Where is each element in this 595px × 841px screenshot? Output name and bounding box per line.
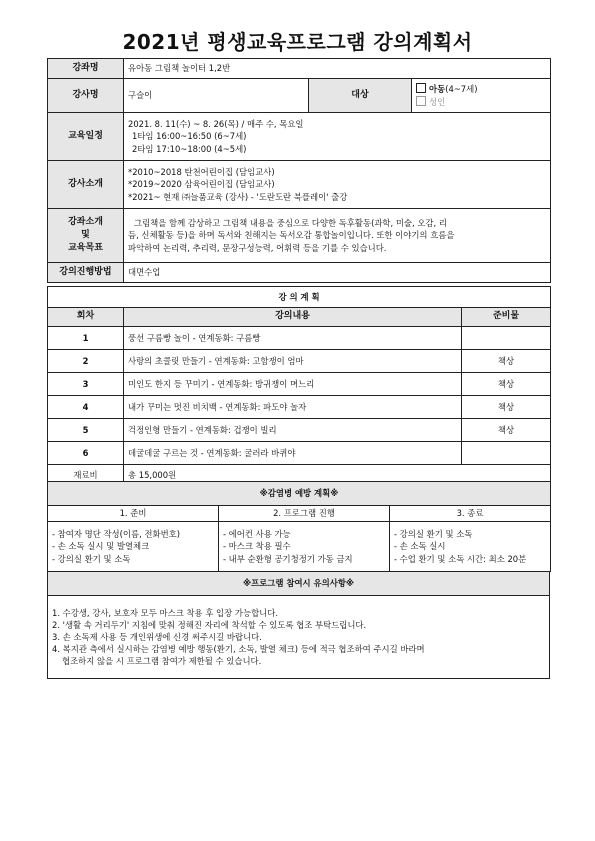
plan-header: 강 의 계 획 [48, 287, 551, 308]
prevention-table [47, 481, 551, 572]
lecture-info-table [47, 58, 551, 283]
notes-header: ※프로그램 참여시 유의사항※ [48, 572, 550, 596]
target-options [412, 79, 551, 113]
note-item: 4. 복지관 측에서 실시하는 감염병 예방 행동(환기, 소독, 발열 체크) 등에 적극 협조하여 주시길 바라며 [52, 644, 425, 655]
lecture-plan-table [47, 286, 551, 487]
table-row: 1 풍선 구름빵 놀이 - 연계동화: 구름빵 [48, 327, 551, 350]
notes-list [48, 596, 550, 679]
col-prep: 준비물 [462, 308, 551, 327]
goal-text [124, 209, 551, 263]
method-label: 강의진행방법 [48, 263, 124, 283]
table-row: 4 내가 꾸미는 멋진 비치백 - 연계동화: 파도야 놀자 책상 [48, 396, 551, 419]
schedule-line: 1타임 16:00~16:50 (6~7세) [132, 131, 247, 142]
schedule-line: 2타임 17:10~18:00 (4~5세) [132, 143, 247, 154]
note-item: 3. 손 소독제 사용 등 개인위생에 신경 써주시길 바랍니다. [52, 631, 262, 642]
col-round: 회차 [48, 308, 124, 327]
table-row: 6 데굴데굴 구르는 것 - 연계동화: 굴러라 바퀴야 [48, 442, 551, 465]
instructor-intro-label: 강사소개 [48, 161, 124, 209]
schedule-label: 교육일정 [48, 113, 124, 161]
prevention-col-items: - 에어컨 사용 가능 - 마스크 착용 필수 - 내부 순환형 공기청정기 가동 금지 [219, 522, 390, 572]
schedule-line: 2021. 8. 11(수) ~ 8. 26(목) / 매주 수, 목요일 [128, 119, 304, 130]
fee-label: 재료비 [48, 465, 124, 487]
page-title: 2021년 평생교육프로그램 강의계획서 [122, 30, 473, 54]
instructor-name: 구슬이 [124, 79, 309, 113]
note-item: 협조하지 않을 시 프로그램 참여가 제한될 수 있습니다. [62, 656, 262, 667]
instructor-label: 강사명 [48, 79, 124, 113]
prevention-col-title: 1. 준비 [48, 506, 219, 522]
target-option-child[interactable]: 아동(4~7세) [416, 83, 546, 95]
method: 대면수업 [124, 263, 551, 283]
intro-line: *2019~2020 삼육어린이집 (담임교사) [128, 179, 275, 190]
goal-line: 그림책을 함께 감상하고 그림책 내용을 중심으로 다양한 독후활동(과학, 미술, 오감, 리 [134, 218, 447, 229]
fee: 총 15,000원 [124, 465, 551, 487]
prevention-col-title: 3. 종료 [390, 506, 551, 522]
checkbox-unchecked-icon[interactable] [416, 96, 426, 106]
table-row: 5 걱정인형 만들기 - 연계동화: 겁쟁이 빌리 책상 [48, 419, 551, 442]
notes-table [47, 571, 550, 679]
instructor-intro [124, 161, 551, 209]
target-label: 대상 [309, 79, 412, 113]
checkbox-checked-icon[interactable] [416, 83, 426, 93]
col-content: 강의내용 [124, 308, 462, 327]
note-item: 1. 수강생, 강사, 보호자 모두 마스크 착용 후 입장 가능합니다. [52, 607, 279, 618]
intro-line: *2010~2018 탄천어린이집 (담임교사) [128, 167, 275, 178]
schedule [124, 113, 551, 161]
intro-line: *2021~ 현재 ㈜늘품교육 (강사) - '도란도란 북플레이' 출강 [128, 191, 348, 202]
lecture-name: 유아동 그림책 놀이터 1,2반 [124, 59, 551, 79]
target-option-adult[interactable]: 성인 [416, 96, 546, 108]
goal-line: 파악하여 논리력, 추리력, 문장구성능력, 어휘력 등을 기를 수 있습니다. [128, 242, 387, 253]
prevention-col-title: 2. 프로그램 진행 [219, 506, 390, 522]
lecture-name-label: 강좌명 [48, 59, 124, 79]
prevention-header: ※감염병 예방 계획※ [48, 482, 551, 506]
note-item: 2. '생활 속 거리두기' 지침에 맞춰 정해진 자리에 착석할 수 있도록 협조 부탁드립니다. [52, 619, 367, 630]
table-row: 3 미인도 한지 등 꾸미기 - 연계동화: 방귀쟁이 며느리 책상 [48, 373, 551, 396]
prevention-col-items: - 참여자 명단 작성(이름, 전화번호) - 손 소독 실시 및 발열체크 - 강의실 환기 및 소독 [48, 522, 219, 572]
prevention-col-items: - 강의실 환기 및 소독 - 손 소독 실시 - 수업 환기 및 소독 시간: 최소 20분 [390, 522, 551, 572]
table-row: 2 사랑의 초콜릿 만들기 - 연계동화: 고함쟁이 엄마 책상 [48, 350, 551, 373]
goal-line: 듬, 신체활동 등)을 하며 독서와 친해지는 독서오감 통합놀이입니다. 또한 이야기의 흐름을 [128, 230, 455, 241]
goal-label: 강좌소개 및 교육목표 [48, 209, 124, 263]
